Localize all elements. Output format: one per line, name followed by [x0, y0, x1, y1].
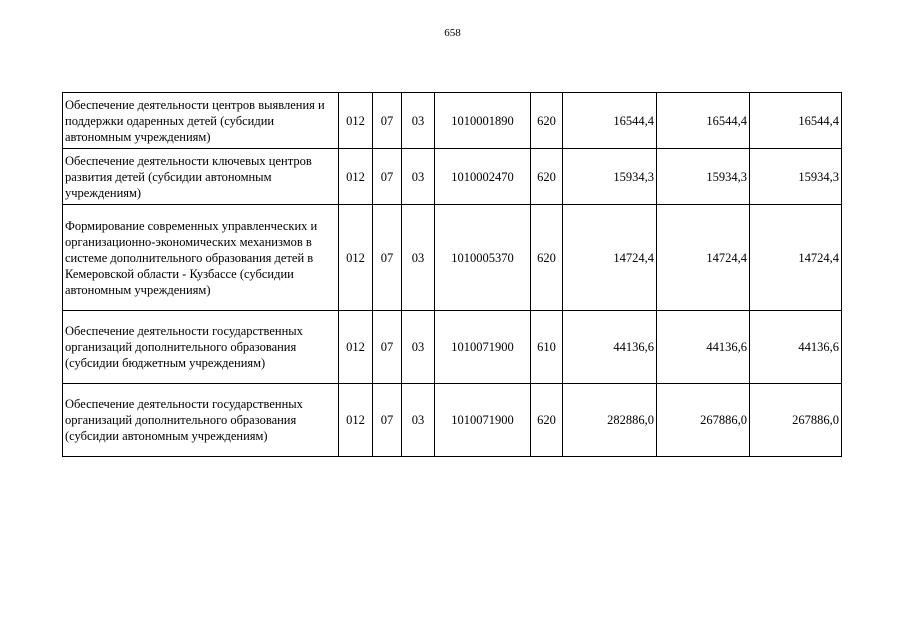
- amount-1-cell: 15934,3: [563, 149, 657, 205]
- subsection-code-cell: 03: [402, 384, 435, 457]
- table-row: [63, 93, 842, 149]
- expense-type-cell: 620: [531, 93, 563, 149]
- expense-name-cell: Формирование современных управленческих и организационно-экономических механизмов в системе дополнительного образования детей в Кемеровской области - Кузбассе (субсидии автономным учреждениям): [63, 205, 339, 311]
- page-number: 658: [444, 27, 461, 39]
- section-code-cell: 07: [373, 93, 402, 149]
- section-code-cell: 07: [373, 149, 402, 205]
- amount-1-cell: 14724,4: [563, 205, 657, 311]
- amount-1-cell: 16544,4: [563, 93, 657, 149]
- ministry-code-cell: 012: [339, 205, 373, 311]
- expense-name-cell: Обеспечение деятельности государственных организаций дополнительного образования (субсидии бюджетным учреждениям): [63, 311, 339, 384]
- ministry-code-cell: 012: [339, 93, 373, 149]
- budget-table: [62, 92, 842, 457]
- target-article-cell: 1010002470: [435, 149, 531, 205]
- amount-3-cell: 14724,4: [750, 205, 842, 311]
- expense-name-cell: Обеспечение деятельности центров выявления и поддержки одаренных детей (субсидии автономным учреждениям): [63, 93, 339, 149]
- table-row: [63, 205, 842, 311]
- amount-2-cell: 267886,0: [657, 384, 750, 457]
- expense-type-cell: 610: [531, 311, 563, 384]
- expense-name-cell: Обеспечение деятельности государственных организаций дополнительного образования (субсидии автономным учреждениям): [63, 384, 339, 457]
- section-code-cell: 07: [373, 384, 402, 457]
- amount-2-cell: 15934,3: [657, 149, 750, 205]
- target-article-cell: 1010005370: [435, 205, 531, 311]
- table-row: [63, 311, 842, 384]
- table-row: [63, 384, 842, 457]
- amount-1-cell: 282886,0: [563, 384, 657, 457]
- target-article-cell: 1010001890: [435, 93, 531, 149]
- subsection-code-cell: 03: [402, 93, 435, 149]
- expense-type-cell: 620: [531, 205, 563, 311]
- expense-name-cell: Обеспечение деятельности ключевых центров развития детей (субсидии автономным учреждениям): [63, 149, 339, 205]
- target-article-cell: 1010071900: [435, 311, 531, 384]
- expense-type-cell: 620: [531, 149, 563, 205]
- subsection-code-cell: 03: [402, 149, 435, 205]
- subsection-code-cell: 03: [402, 311, 435, 384]
- table-row: [63, 149, 842, 205]
- amount-2-cell: 16544,4: [657, 93, 750, 149]
- section-code-cell: 07: [373, 205, 402, 311]
- section-code-cell: 07: [373, 311, 402, 384]
- ministry-code-cell: 012: [339, 384, 373, 457]
- amount-3-cell: 16544,4: [750, 93, 842, 149]
- subsection-code-cell: 03: [402, 205, 435, 311]
- amount-2-cell: 14724,4: [657, 205, 750, 311]
- amount-3-cell: 15934,3: [750, 149, 842, 205]
- ministry-code-cell: 012: [339, 311, 373, 384]
- amount-2-cell: 44136,6: [657, 311, 750, 384]
- amount-3-cell: 267886,0: [750, 384, 842, 457]
- target-article-cell: 1010071900: [435, 384, 531, 457]
- expense-type-cell: 620: [531, 384, 563, 457]
- amount-3-cell: 44136,6: [750, 311, 842, 384]
- amount-1-cell: 44136,6: [563, 311, 657, 384]
- ministry-code-cell: 012: [339, 149, 373, 205]
